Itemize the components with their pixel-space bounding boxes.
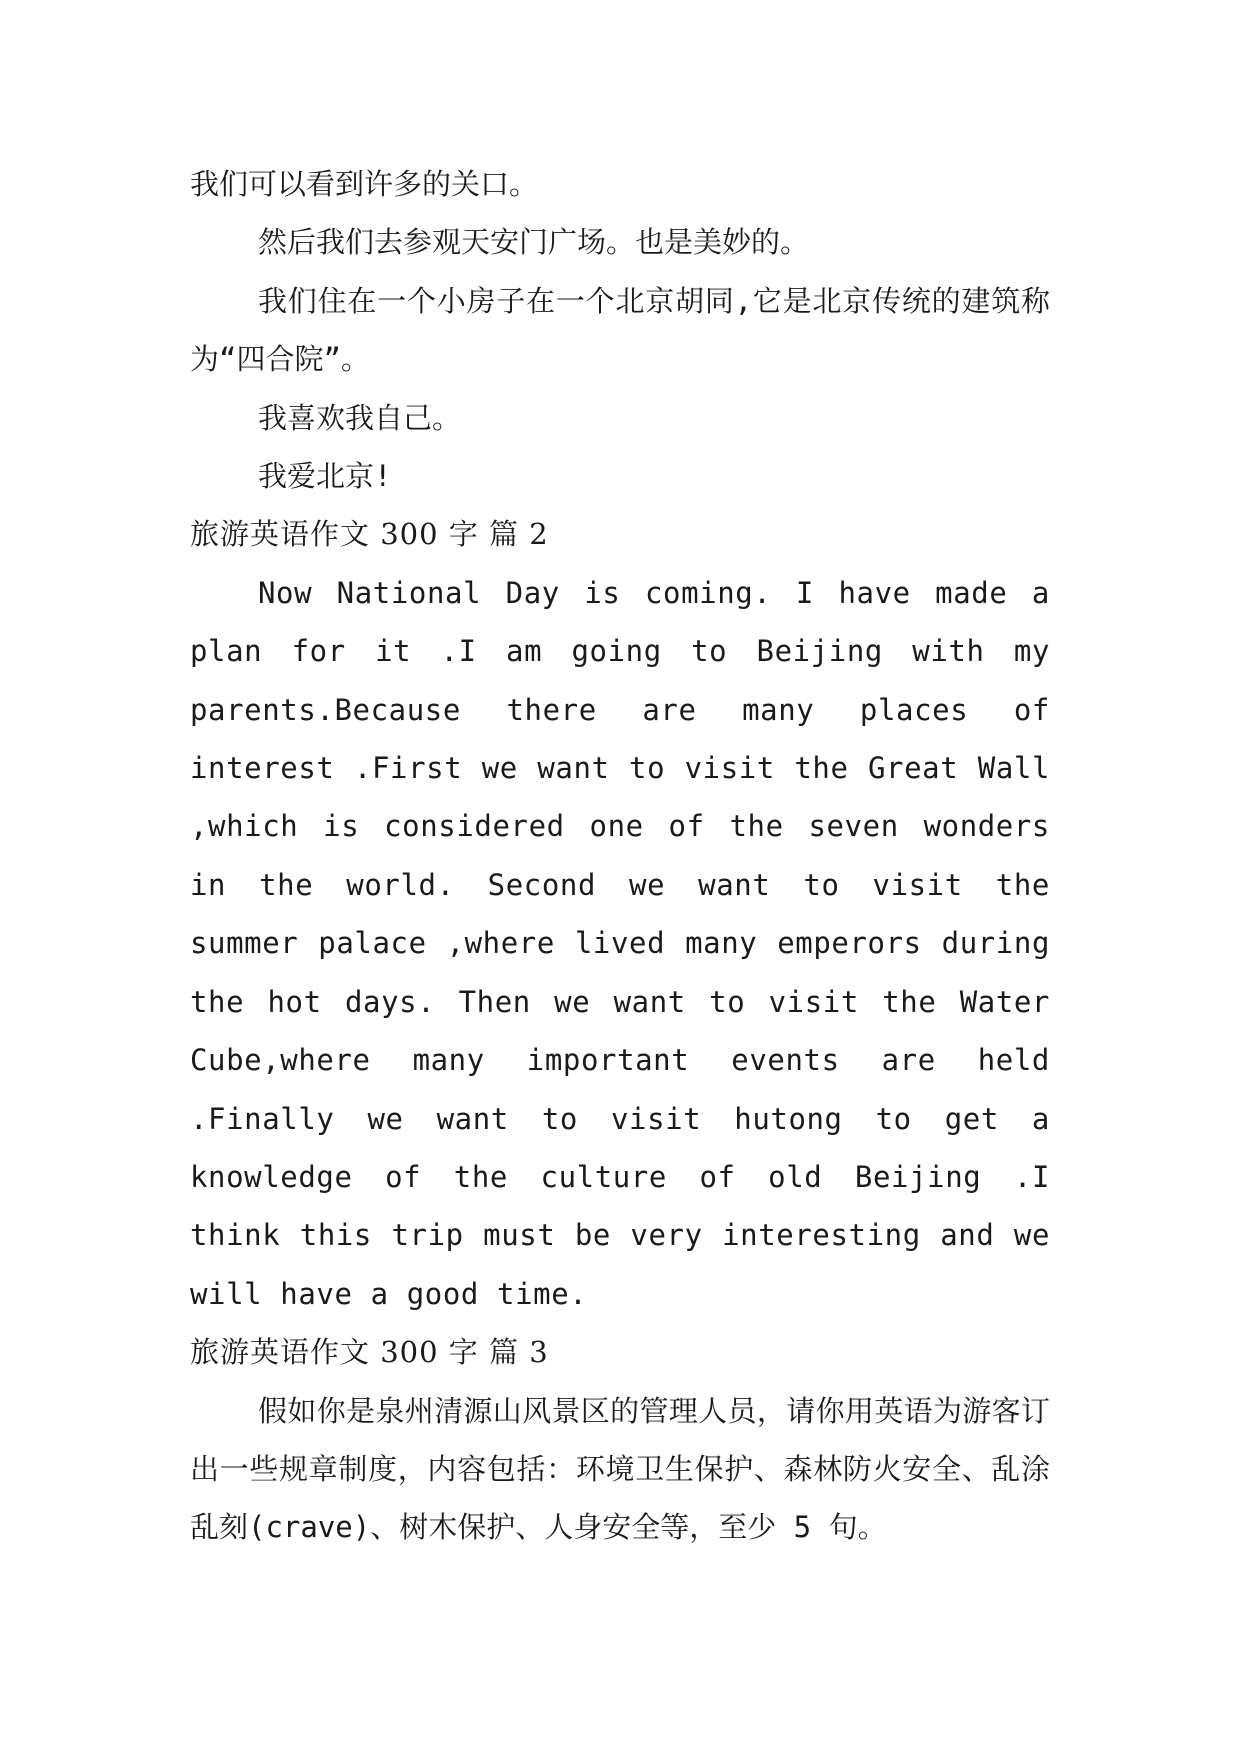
section-3-body: 假如你是泉州清源山风景区的管理人员，请你用英语为游客订出一些规章制度，内容包括：环境卫生保护、森林防火安全、乱涂乱刻(crave)、树木保护、人身安全等，至少 5 句。 <box>190 1393 1050 1545</box>
paragraph: 我们可以看到许多的关口。 <box>190 167 539 201</box>
section-2-body: Now National Day is coming. I have made a plan for it .I am going to Beijing with my parents.Because there are many places of interest .First we want to visit the Great Wall ,which is considered one of the seven wonders in the world. Second we want to visit the summer palace ,where lived many emperors during the hot days. Then we want to visit the Water Cube,where many important events are held .Finally we want to visit hutong to get a knowledge of the culture of old Beijing .I think this trip must be very interesting and we will have a good time. <box>190 575 1050 1311</box>
paragraph: 我爱北京! <box>258 459 392 494</box>
section-heading-2: 旅游英语作文 300 字 篇 2 <box>190 517 549 552</box>
section-heading-3: 旅游英语作文 300 字 篇 3 <box>190 1335 549 1370</box>
paragraph: 然后我们去参观天安门广场。也是美妙的。 <box>258 225 810 260</box>
paragraph: 我喜欢我自己。 <box>258 400 462 435</box>
document-page <box>190 155 1050 1557</box>
paragraph: 我们住在一个小房子在一个北京胡同,它是北京传统的建筑称为“四合院”。 <box>190 283 1050 377</box>
